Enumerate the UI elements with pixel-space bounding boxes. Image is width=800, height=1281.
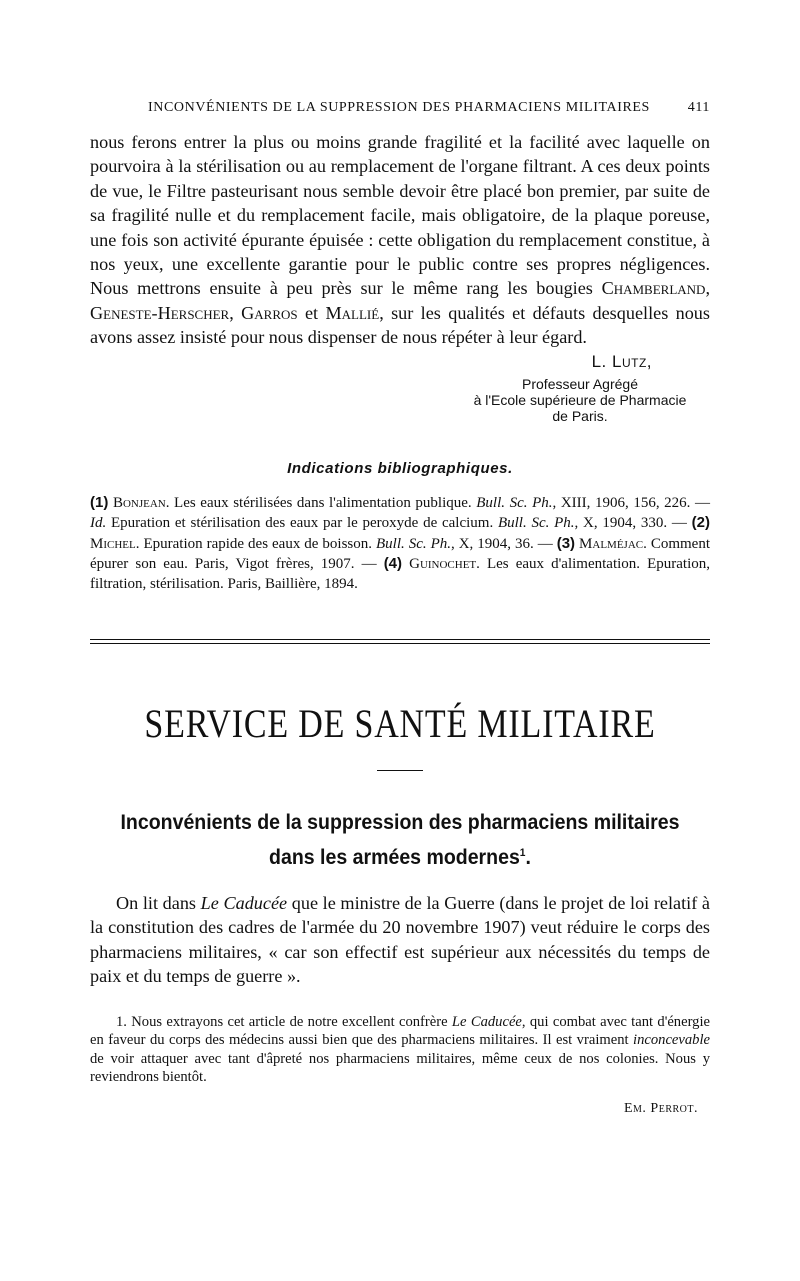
ref-author: Michel <box>90 535 136 552</box>
running-title: INCONVÉNIENTS DE LA SUPPRESSION DES PHARMACIENS MILITAIRES <box>148 100 650 115</box>
ref-journal: Bull. Sc. Ph. <box>476 494 553 511</box>
first-article-paragraph <box>90 130 710 350</box>
body-text: On lit dans <box>116 892 201 913</box>
title-rule <box>377 770 423 771</box>
name-geneste-herscher: Geneste-Herscher <box>90 302 230 323</box>
ref-number: (2) <box>691 514 710 532</box>
paragraph-text: , sur les qualités et défauts desquelles nous avons assez insisté pour nous dispenser de nous répéter à leur égard. <box>90 302 710 348</box>
footnote-text: , qui combat avec tant d'énergie en faveur du corps des médecins aussi bien que des pharmaciens militaires. Il est vraiment <box>90 1014 710 1049</box>
article-title-line: Inconvénients de la suppression des pharmaciens militaires <box>120 810 680 834</box>
section-divider <box>90 639 710 644</box>
footnote-mark: 1 <box>519 846 526 859</box>
ref-text: , X, 1904, 36. — <box>451 535 557 552</box>
separator: , <box>229 302 242 323</box>
ref-number: (1) <box>90 493 109 511</box>
emphasized-word: inconcevable <box>633 1032 710 1049</box>
ref-text: , XIII, 1906, 156, 226. — <box>552 494 711 511</box>
ref-journal: Bull. Sc. Ph. <box>497 515 575 532</box>
journal-name: Le Caducée <box>451 1014 522 1030</box>
article-body <box>90 891 710 989</box>
article-title <box>112 807 689 873</box>
role-line: de Paris. <box>552 407 608 424</box>
name-mallie: Mallié <box>325 302 380 323</box>
ref-author: Malméjac <box>579 535 644 552</box>
footnote-signature: Em. Perrot. <box>623 1101 698 1117</box>
bibliography-title: Indications bibliographiques. <box>287 459 513 477</box>
ref-number: (4) <box>383 555 403 573</box>
footnote-text: 1. Nous extrayons cet article de notre excellent confrère <box>116 1014 452 1030</box>
ref-text: . Comment épurer son eau. Paris, Vigot frères, 1907. — <box>90 535 710 573</box>
ref-author: Bonjean <box>112 494 166 511</box>
footnote-text: de voir attaquer avec tant d'âpreté nos pharmaciens militaires, même ceux de nos colonies. Nous y reviendrons bientôt. <box>90 1050 710 1086</box>
document-page <box>90 100 710 1117</box>
author-signature <box>90 352 710 424</box>
section-title: SERVICE DE SANTÉ MILITAIRE <box>144 702 656 746</box>
paragraph-text: nous ferons entrer la plus ou moins grande fragilité et la facilité avec laquelle on pourvoira à la stérilisation ou au remplacement de l'organe filtrant. A ces deux points de vue, le Filtre pasteurisant nous semble devoir être placé bon premier, par suite de sa fragilité nulle et du remplacement facile, mais obligatoire, de la plaque poreuse, une fois son activité épurante épuisée : cette obligation du remplacement constitue, à nos yeux, une excellente garantie pour le public contre ses propres négligences. Nous mettrons ensuite à peu près sur le même rang les bougies <box>90 132 710 299</box>
ref-text: Epuration et stérilisation des eaux par le peroxyde de calcium. <box>106 515 498 532</box>
footnote <box>90 1013 710 1087</box>
journal-name: Le Caducée <box>200 892 288 913</box>
ref-author: Guinochet <box>409 556 477 573</box>
ref-ibid: Id. <box>90 515 107 532</box>
ref-number: (3) <box>556 534 576 552</box>
page-number: 411 <box>687 100 710 115</box>
running-header <box>90 100 710 122</box>
ref-journal: Bull. Sc. Ph. <box>375 535 451 552</box>
separator: et <box>297 302 326 323</box>
ref-text: . Les eaux stérilisées dans l'alimentation publique. <box>165 494 477 511</box>
role-line: Professeur Agrégé <box>522 375 638 392</box>
ref-text: , X, 1904, 330. — <box>574 515 692 532</box>
ref-text: . Epuration rapide des eaux de boisson. <box>135 535 376 552</box>
bibliography-list <box>90 493 710 595</box>
name-garros: Garros <box>241 302 298 323</box>
author-name: L. Lutz, <box>591 351 652 371</box>
author-role <box>450 376 710 424</box>
role-line: à l'Ecole supérieure de Pharmacie <box>473 391 687 408</box>
body-text: que le ministre de la Guerre (dans le projet de loi relatif à la constitution des cadres de l'armée du 20 novembre 1907) veut réduire le corps des pharmaciens militaires, « car son effectif est supérieur aux nécessités du temps de paix et du temps de guerre ». <box>90 892 710 987</box>
article-title-line: dans les armées modernes$^1$. <box>269 845 531 869</box>
separator: , <box>705 278 710 299</box>
name-chamberland: Chamberland <box>601 278 706 299</box>
article-title-text: dans les armées modernes <box>269 845 520 869</box>
ref-text: . Les eaux d'alimentation. Epuration, filtration, stérilisation. Paris, Baillière, 1894. <box>90 556 711 593</box>
